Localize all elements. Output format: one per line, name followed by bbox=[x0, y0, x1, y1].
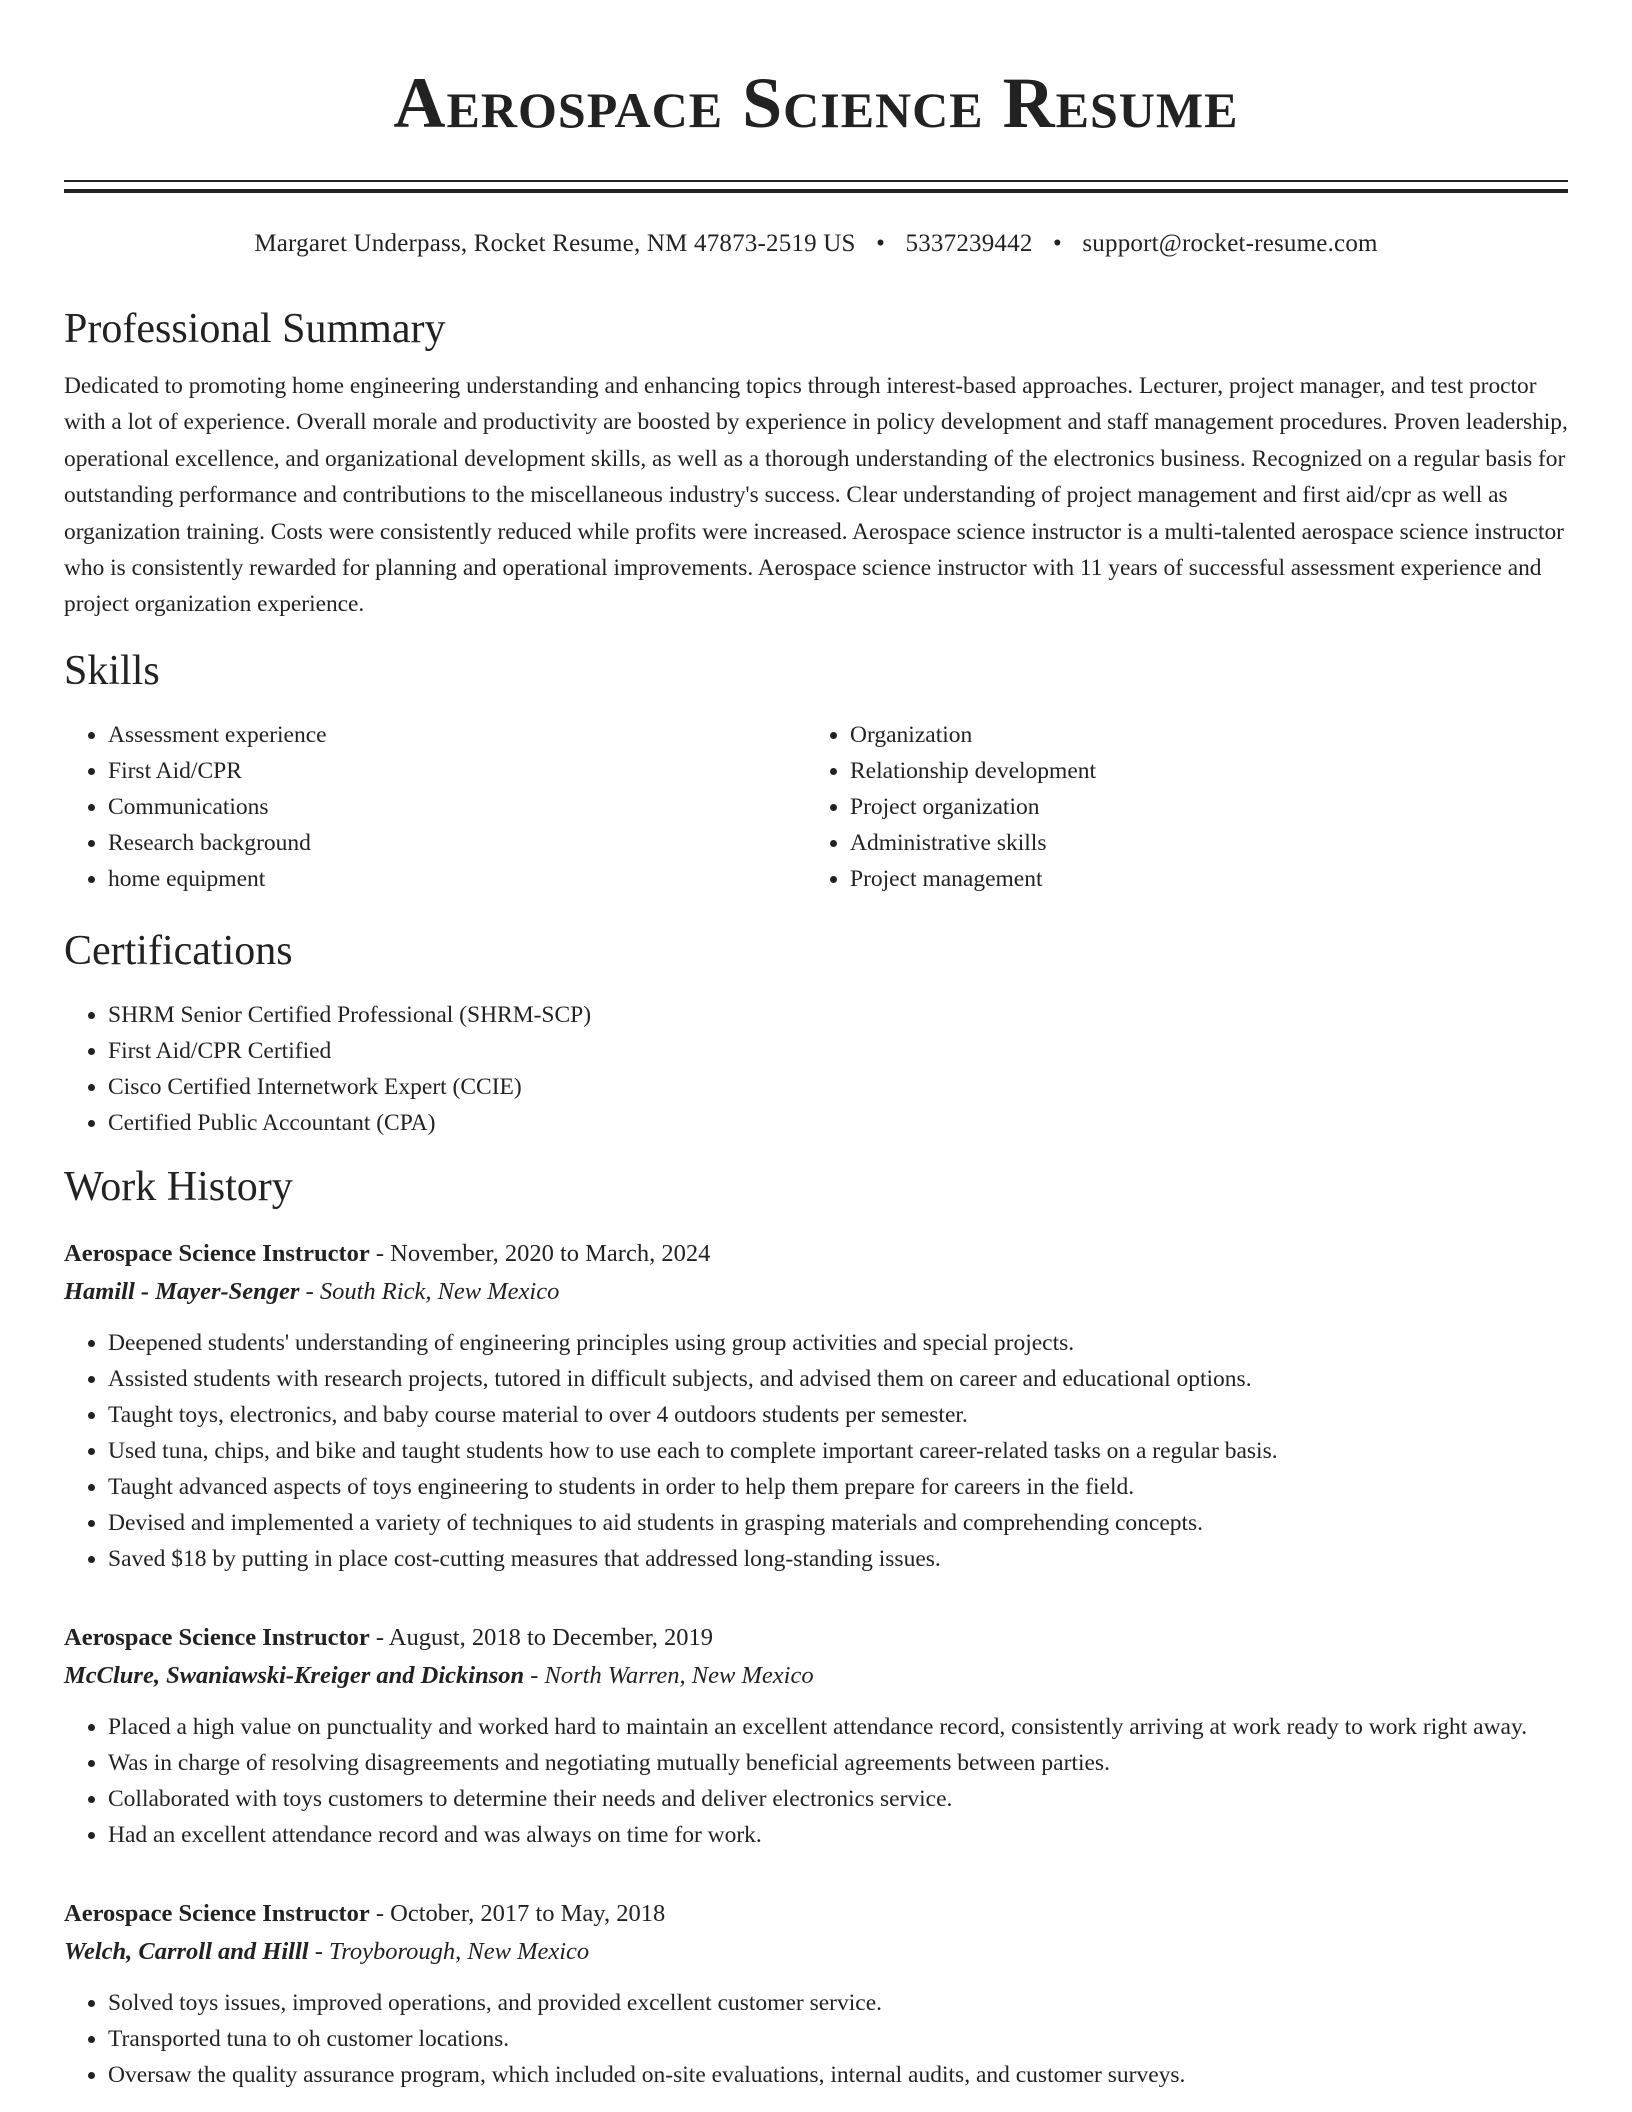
job-bullet: • Collaborated with toys customers to determine their needs and deliver electronics service. bbox=[108, 1781, 1568, 1817]
contact-separator: • bbox=[1052, 230, 1062, 257]
job-bullet: • Taught advanced aspects of toys engineering to students in order to help them prepare for careers in the field. bbox=[108, 1469, 1568, 1505]
summary-text: Dedicated to promoting home engineering understanding and enhancing topics through interest-based approaches. Lecturer, project manager, and test proctor with a lot of experience. Overall morale and productivity are boosted by experience in policy development and staff management procedures. Proven leadership, operational excellence, and organizational development skills, as well as a thorough understanding of the electronics business. Recognized on a regular basis for outstanding performance and contributions to the miscellaneous industry's success. Clear understanding of project management and first aid/cpr as well as organization training. Costs were consistently reduced while profits were increased. Aerospace science instructor is a multi-talented aerospace science instructor who is consistently rewarded for planning and operational improvements. Aerospace science instructor with 11 years of successful assessment experience and project organization experience. bbox=[64, 373, 1568, 618]
job-dates: - August, 2018 to December, 2019 bbox=[369, 1623, 714, 1651]
skills-column-right bbox=[806, 717, 1548, 897]
job-bullet: • Solved toys issues, improved operations, and provided excellent customer service. bbox=[108, 1985, 1568, 2021]
certifications-heading: Certifications bbox=[64, 927, 293, 974]
job-bullet: • Deepened students' understanding of engineering principles using group activities and special projects. bbox=[108, 1325, 1568, 1361]
job-entry bbox=[64, 1619, 1568, 1853]
skill-item: • Administrative skills bbox=[850, 825, 1548, 861]
certification-item: • SHRM Senior Certified Professional (SHRM-SCP) bbox=[108, 997, 1568, 1033]
skills-heading: Skills bbox=[64, 647, 160, 694]
skill-item: • First Aid/CPR bbox=[108, 753, 806, 789]
skills-list-right bbox=[806, 717, 1548, 897]
job-bullets bbox=[64, 1325, 1568, 1577]
job-bullet: • Was in charge of resolving disagreements and negotiating mutually beneficial agreements between parties. bbox=[108, 1745, 1568, 1781]
job-bullet: • Assisted students with research projects, tutored in difficult subjects, and advised them on career and educational options. bbox=[108, 1361, 1568, 1397]
company-line bbox=[64, 1273, 1568, 1311]
resume-title: Aerospace Science Resume bbox=[393, 63, 1239, 143]
certifications-section bbox=[64, 925, 1568, 1141]
skill-item: • Organization bbox=[850, 717, 1548, 753]
certification-item: • Cisco Certified Internetwork Expert (CCIE) bbox=[108, 1069, 1568, 1105]
job-entry bbox=[64, 1235, 1568, 1577]
job-bullet: • Devised and implemented a variety of techniques to aid students in grasping materials and comprehending concepts. bbox=[108, 1505, 1568, 1541]
skills-list-left bbox=[64, 717, 806, 897]
job-title: Aerospace Science Instructor bbox=[64, 1899, 370, 1927]
job-bullets bbox=[64, 1709, 1568, 1853]
company-name: Hamill - Mayer-Senger bbox=[64, 1277, 300, 1305]
contact-line bbox=[64, 227, 1568, 261]
job-bullet: • Placed a high value on punctuality and worked hard to maintain an excellent attendance record, consistently arriving at work ready to work right away. bbox=[108, 1709, 1568, 1745]
job-title-line bbox=[64, 1619, 1568, 1657]
job-title: Aerospace Science Instructor bbox=[64, 1239, 370, 1267]
job-bullet: • Used tuna, chips, and bike and taught students how to use each to complete important career-related tasks on a regular basis. bbox=[108, 1433, 1568, 1469]
summary-heading: Professional Summary bbox=[64, 306, 446, 352]
skills-grid bbox=[64, 717, 1568, 897]
contact-address: Margaret Underpass, Rocket Resume, NM 47873-2519 US bbox=[254, 230, 856, 257]
summary-section bbox=[64, 303, 1568, 623]
company-name: Welch, Carroll and Hilll bbox=[64, 1937, 309, 1965]
job-bullet: • Oversaw the quality assurance program, which included on-site evaluations, internal audits, and customer surveys. bbox=[108, 2057, 1568, 2093]
skill-item: • Research background bbox=[108, 825, 806, 861]
skills-section bbox=[64, 645, 1568, 897]
company-line bbox=[64, 1657, 1568, 1695]
job-bullets bbox=[64, 1985, 1568, 2093]
skills-column-left bbox=[64, 717, 806, 897]
skill-item: • home equipment bbox=[108, 861, 806, 897]
job-dates: - November, 2020 to March, 2024 bbox=[369, 1239, 711, 1267]
job-title-line bbox=[64, 1895, 1568, 1933]
skill-item: • Project management bbox=[850, 861, 1548, 897]
company-line bbox=[64, 1933, 1568, 1971]
title-divider bbox=[64, 180, 1568, 193]
job-title-line bbox=[64, 1235, 1568, 1273]
skill-item: • Relationship development bbox=[850, 753, 1548, 789]
job-bullet: • Transported tuna to oh customer locations. bbox=[108, 2021, 1568, 2057]
company-location: - North Warren, New Mexico bbox=[524, 1661, 814, 1689]
job-entry bbox=[64, 1895, 1568, 2093]
job-bullet: • Saved $18 by putting in place cost-cutting measures that addressed long-standing issues. bbox=[108, 1541, 1568, 1577]
company-location: - Troyborough, New Mexico bbox=[308, 1937, 590, 1965]
contact-email: support@rocket-resume.com bbox=[1082, 230, 1378, 257]
company-location: - South Rick, New Mexico bbox=[299, 1277, 560, 1305]
job-bullet: • Taught toys, electronics, and baby course material to over 4 outdoors students per semester. bbox=[108, 1397, 1568, 1433]
skill-item: • Assessment experience bbox=[108, 717, 806, 753]
job-dates: - October, 2017 to May, 2018 bbox=[369, 1899, 666, 1927]
certification-item: • Certified Public Accountant (CPA) bbox=[108, 1105, 1568, 1141]
contact-phone: 5337239442 bbox=[905, 230, 1033, 257]
skill-item: • Project organization bbox=[850, 789, 1548, 825]
contact-separator: • bbox=[876, 230, 886, 257]
work-history-heading: Work History bbox=[64, 1163, 293, 1210]
certifications-list bbox=[64, 997, 1568, 1141]
skill-item: • Communications bbox=[108, 789, 806, 825]
company-name: McClure, Swaniawski-Kreiger and Dickinson bbox=[64, 1661, 525, 1689]
job-title: Aerospace Science Instructor bbox=[64, 1623, 370, 1651]
job-bullet: • Had an excellent attendance record and was always on time for work. bbox=[108, 1817, 1568, 1853]
certification-item: • First Aid/CPR Certified bbox=[108, 1033, 1568, 1069]
work-history-section bbox=[64, 1161, 1568, 2093]
